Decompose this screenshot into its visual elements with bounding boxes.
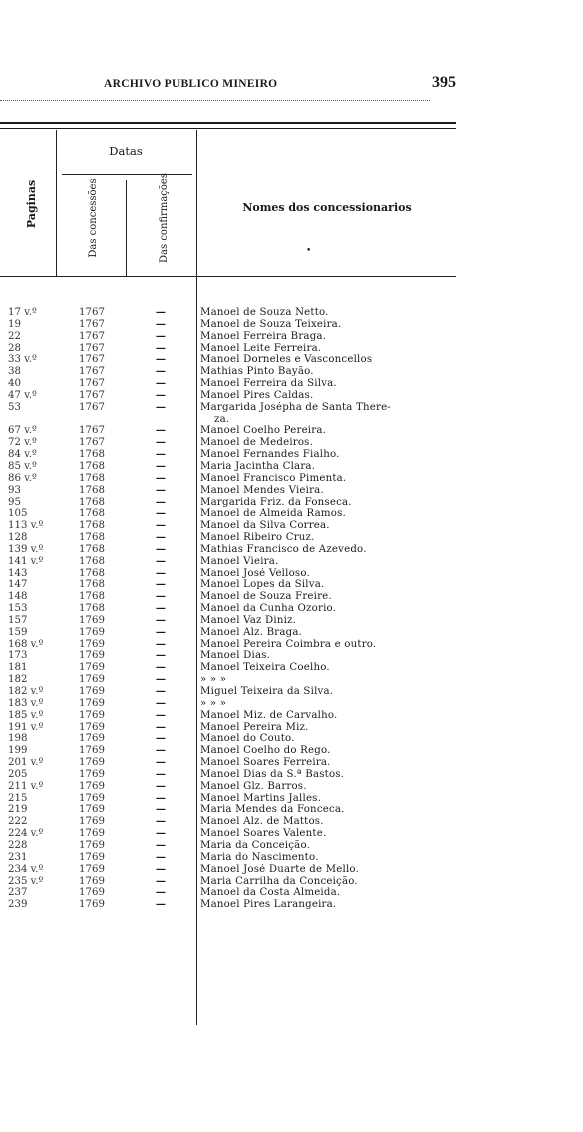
concessionary-name: za. xyxy=(214,413,230,425)
table-row xyxy=(0,852,583,864)
table-row xyxy=(0,603,583,615)
concession-date: 1769 xyxy=(79,851,105,863)
confirmation-date: — xyxy=(155,779,167,792)
table-row xyxy=(0,544,583,556)
page-reference: 199 xyxy=(8,745,28,757)
confirmation-date: — xyxy=(155,756,167,769)
page-reference: 148 xyxy=(8,591,28,603)
confirmation-date: — xyxy=(155,448,167,461)
concessionary-name: Manoel de Souza Netto. xyxy=(200,307,329,318)
table-row xyxy=(0,757,583,769)
confirmation-date: — xyxy=(155,377,167,390)
concessionary-name: Manoel Pires Larangeira. xyxy=(200,899,337,911)
concessionary-name: Manoel Glz. Barros. xyxy=(200,780,307,792)
nomes-heading-mark: • xyxy=(306,246,312,256)
table-row xyxy=(0,804,583,816)
concessionary-name: Margarida Friz. da Fonseca. xyxy=(200,496,352,508)
table-row xyxy=(0,828,583,840)
concessionary-name: Manoel José Duarte de Mello. xyxy=(200,863,360,875)
concession-date: 1769 xyxy=(79,626,105,638)
table-row xyxy=(0,733,583,745)
concessionary-name: Manoel Leite Ferreira. xyxy=(200,342,322,354)
confirmation-date: — xyxy=(155,329,167,342)
page-reference: 239 xyxy=(8,899,28,911)
page-reference: 105 xyxy=(8,508,28,520)
confirmation-date: — xyxy=(155,649,167,662)
page-reference: 143 xyxy=(8,567,28,579)
table-row xyxy=(0,485,583,497)
concession-date: 1768 xyxy=(79,543,105,555)
concession-date: 1767 xyxy=(79,378,105,390)
confirmation-date: — xyxy=(155,803,167,816)
concessionary-name: Manoel Coelho do Rego. xyxy=(200,745,331,757)
concessionary-name: Manoel Vieira. xyxy=(200,555,279,567)
concession-date: 1767 xyxy=(79,389,105,401)
concession-date: 1768 xyxy=(79,579,105,591)
table-body xyxy=(0,307,583,911)
confirmation-date: — xyxy=(155,791,167,804)
page-reference: 113 v.º xyxy=(8,520,44,532)
page-reference: 17 v.º xyxy=(8,307,37,318)
table-row xyxy=(0,425,583,437)
page-reference: 191 v.º xyxy=(8,721,44,733)
concessionary-name: Manoel de Souza Freire. xyxy=(200,591,332,603)
concession-date: 1768 xyxy=(79,591,105,603)
concession-date: 1768 xyxy=(79,484,105,496)
table-row xyxy=(0,887,583,899)
confirmation-date: — xyxy=(155,637,167,650)
concession-date: 1767 xyxy=(79,307,105,318)
concession-date: 1769 xyxy=(79,638,105,650)
concession-date: 1769 xyxy=(79,792,105,804)
concessionary-name: Manoel Pereira Coimbra e outro. xyxy=(200,638,377,650)
confirmation-date: — xyxy=(155,685,167,697)
concessionary-name: » » » xyxy=(200,697,227,709)
confirmation-date: — xyxy=(155,471,167,484)
confirmation-date: — xyxy=(155,554,167,567)
table-row xyxy=(0,343,583,355)
table-row xyxy=(0,437,583,449)
page-reference: 40 xyxy=(8,378,21,390)
page-reference: 185 v.º xyxy=(8,709,44,721)
concession-date: 1767 xyxy=(79,401,105,413)
table-row xyxy=(0,556,583,568)
table-row xyxy=(0,650,583,662)
concessionary-name: Manoel Alz. Braga. xyxy=(200,626,303,638)
concessionary-name: Manoel Soares Ferreira. xyxy=(200,757,331,769)
table-row xyxy=(0,710,583,722)
concession-date: 1769 xyxy=(79,899,105,911)
table-row xyxy=(0,627,583,639)
concessionary-name: Maria Jacintha Clara. xyxy=(200,460,316,472)
table-row xyxy=(0,414,583,426)
concessionary-name: Manoel Lopes da Silva. xyxy=(200,579,325,591)
concessionary-name: Manoel Fernandes Fialho. xyxy=(200,449,340,461)
page-reference: 235 v.º xyxy=(8,875,44,887)
table-row xyxy=(0,840,583,852)
page-reference: 224 v.º xyxy=(8,828,44,840)
concession-date: 1767 xyxy=(79,342,105,354)
concessionary-name: Mathias Pinto Bayão. xyxy=(200,366,314,378)
page-reference: 228 xyxy=(8,839,28,851)
confirmation-date: — xyxy=(155,898,167,911)
concessionary-name: Manoel Martins Jalles. xyxy=(200,792,322,804)
table-row xyxy=(0,402,583,414)
concession-date: 1767 xyxy=(79,354,105,366)
page-reference: 33 v.º xyxy=(8,354,37,366)
page-reference: 181 xyxy=(8,662,28,674)
concessionary-name: Manoel de Almeida Ramos. xyxy=(200,508,346,520)
concessionary-name: Manoel Alz. de Mattos. xyxy=(200,816,324,828)
page-reference: 86 v.º xyxy=(8,472,37,484)
table-row xyxy=(0,816,583,828)
confirmation-date: — xyxy=(155,708,167,721)
concessionary-name: Manoel da Silva Correa. xyxy=(200,520,330,532)
concession-date: 1768 xyxy=(79,460,105,472)
confirmation-date: — xyxy=(155,566,167,579)
concession-date: 1769 xyxy=(79,887,105,899)
concessionary-name: Manoel de Medeiros. xyxy=(200,437,314,449)
table-row xyxy=(0,579,583,591)
confirmation-date: — xyxy=(155,625,167,638)
concessionary-name: Maria da Conceição. xyxy=(200,839,311,851)
concessionary-name: Manoel José Velloso. xyxy=(200,567,310,579)
table-row xyxy=(0,722,583,734)
concession-date: 1769 xyxy=(79,863,105,875)
page-reference: 93 xyxy=(8,484,21,496)
confirmation-date: — xyxy=(155,578,167,591)
page-reference: 182 xyxy=(8,674,28,686)
concession-date: 1768 xyxy=(79,496,105,508)
page-reference: 211 v.º xyxy=(8,780,44,792)
confirmation-date: — xyxy=(155,306,167,318)
concession-date: 1768 xyxy=(79,603,105,615)
table-row xyxy=(0,639,583,651)
table-row xyxy=(0,591,583,603)
table-row xyxy=(0,769,583,781)
confirmation-date: — xyxy=(155,602,167,615)
concessionary-name: Manoel Pires Caldas. xyxy=(200,389,314,401)
page-reference: 72 v.º xyxy=(8,437,37,449)
table-row xyxy=(0,899,583,911)
column-divider-datas xyxy=(126,180,127,276)
table-row xyxy=(0,390,583,402)
concessionary-name: Manoel Teixeira Coelho. xyxy=(200,662,330,674)
concessionary-name: Manoel Francisco Pimenta. xyxy=(200,472,347,484)
table-row xyxy=(0,745,583,757)
concessionary-name: Manoel Soares Valente. xyxy=(200,828,327,840)
page-reference: 182 v.º xyxy=(8,686,44,697)
table-row xyxy=(0,319,583,331)
concessionary-name: Manoel Dias. xyxy=(200,650,271,662)
confirmation-date: — xyxy=(155,436,167,449)
concession-date: 1768 xyxy=(79,532,105,544)
concession-date: 1769 xyxy=(79,745,105,757)
page-reference: 168 v.º xyxy=(8,638,44,650)
page-reference: 28 xyxy=(8,342,21,354)
confirmation-date: — xyxy=(155,661,167,674)
concession-date: 1769 xyxy=(79,804,105,816)
concession-date: 1769 xyxy=(79,875,105,887)
concession-date: 1768 xyxy=(79,449,105,461)
concessionary-name: Miguel Teixeira da Silva. xyxy=(200,686,334,697)
confirmation-date: — xyxy=(155,341,167,354)
confirmation-date: — xyxy=(155,862,167,875)
confirmation-date: — xyxy=(155,519,167,532)
table-top-rule xyxy=(0,122,456,129)
page-reference: 53 xyxy=(8,401,21,413)
concessionary-name: Manoel Ribeiro Cruz. xyxy=(200,532,315,544)
concession-date: 1769 xyxy=(79,697,105,709)
table-row xyxy=(0,864,583,876)
concessionary-name: Manoel Ferreira da Silva. xyxy=(200,378,337,390)
concessoes-heading: Das concessões xyxy=(88,178,99,258)
confirmation-date: — xyxy=(155,874,167,887)
concessionary-name: Manoel Dorneles e Vasconcellos xyxy=(200,354,373,366)
page-reference: 85 v.º xyxy=(8,460,37,472)
table-row xyxy=(0,461,583,473)
page-reference: 128 xyxy=(8,532,28,544)
page-reference: 201 v.º xyxy=(8,757,44,769)
concessionary-name: Manoel Dias da S.ª Bastos. xyxy=(200,768,345,780)
concessionary-name: Manoel Mendes Vieira. xyxy=(200,484,324,496)
confirmation-date: — xyxy=(155,720,167,733)
table-row xyxy=(0,568,583,580)
datas-underline xyxy=(62,174,192,175)
table-row xyxy=(0,686,583,698)
concessionary-name: Manoel Coelho Pereira. xyxy=(200,425,327,437)
confirmation-date: — xyxy=(155,353,167,366)
table-row xyxy=(0,520,583,532)
confirmation-date: — xyxy=(155,388,167,401)
concession-date: 1767 xyxy=(79,366,105,378)
confirmation-date: — xyxy=(155,815,167,828)
table-row xyxy=(0,473,583,485)
page-reference: 141 v.º xyxy=(8,555,44,567)
confirmation-date: — xyxy=(155,542,167,555)
concessionary-name: Manoel de Souza Teixeira. xyxy=(200,318,342,330)
confirmation-date: — xyxy=(155,673,167,686)
page-reference: 183 v.º xyxy=(8,697,44,709)
page-reference: 22 xyxy=(8,330,21,342)
confirmation-date: — xyxy=(155,827,167,840)
table-row xyxy=(0,876,583,888)
concession-date: 1769 xyxy=(79,709,105,721)
page-reference: 222 xyxy=(8,816,28,828)
page-number: 395 xyxy=(432,74,456,91)
concessionary-name: Maria do Nascimento. xyxy=(200,851,319,863)
page-reference: 84 v.º xyxy=(8,449,37,461)
concession-date: 1769 xyxy=(79,733,105,745)
header-rule xyxy=(0,100,430,101)
table-row xyxy=(0,662,583,674)
page-reference: 47 v.º xyxy=(8,389,37,401)
table-row xyxy=(0,366,583,378)
page-reference: 198 xyxy=(8,733,28,745)
concession-date: 1769 xyxy=(79,614,105,626)
confirmation-date: — xyxy=(155,850,167,863)
page-reference: 67 v.º xyxy=(8,425,37,437)
page-reference: 38 xyxy=(8,366,21,378)
page-reference: 95 xyxy=(8,496,21,508)
page-reference: 139 v.º xyxy=(8,543,44,555)
table-row xyxy=(0,698,583,710)
concessionary-name: Manoel Ferreira Braga. xyxy=(200,330,327,342)
confirmation-date: — xyxy=(155,767,167,780)
concessionary-name: Manoel Pereira Miz. xyxy=(200,721,309,733)
concessionary-name: Manoel da Costa Almeida. xyxy=(200,887,341,899)
page-reference: 173 xyxy=(8,650,28,662)
datas-heading: Datas xyxy=(109,144,143,158)
concession-date: 1768 xyxy=(79,508,105,520)
concessionary-name: Manoel Vaz Diniz. xyxy=(200,614,297,626)
header-bottom-rule xyxy=(0,276,456,277)
concession-date: 1769 xyxy=(79,674,105,686)
concession-date: 1767 xyxy=(79,437,105,449)
table-row xyxy=(0,331,583,343)
page-reference: 157 xyxy=(8,614,28,626)
paginas-heading: Paginas xyxy=(25,179,38,229)
table-row xyxy=(0,674,583,686)
table-row xyxy=(0,307,583,319)
confirmation-date: — xyxy=(155,400,167,413)
concession-date: 1769 xyxy=(79,686,105,697)
concession-date: 1769 xyxy=(79,839,105,851)
page-reference: 215 xyxy=(8,792,28,804)
concession-date: 1769 xyxy=(79,780,105,792)
confirmation-date: — xyxy=(155,317,167,330)
table-row xyxy=(0,497,583,509)
concessionary-name: » » » xyxy=(200,674,227,686)
confirmation-date: — xyxy=(155,590,167,603)
concessionary-name: Manoel Miz. de Carvalho. xyxy=(200,709,338,721)
nomes-heading: Nomes dos concessionarios xyxy=(242,201,412,214)
confirmation-date: — xyxy=(155,365,167,378)
concessionary-name: Manoel da Cunha Ozorio. xyxy=(200,603,337,615)
table-row xyxy=(0,615,583,627)
concessionary-name: Maria Mendes da Fonceca. xyxy=(200,804,345,816)
table-row xyxy=(0,508,583,520)
running-header-title: ARCHIVO PUBLICO MINEIRO xyxy=(104,78,278,90)
concessionary-name: Margarida Josépha de Santa There- xyxy=(200,401,391,413)
confirmacoes-heading: Das confirmações xyxy=(159,173,170,263)
concession-date: 1769 xyxy=(79,816,105,828)
confirmation-date: — xyxy=(155,838,167,851)
confirmation-date: — xyxy=(155,424,167,437)
concession-date: 1768 xyxy=(79,472,105,484)
table-row xyxy=(0,532,583,544)
concession-date: 1768 xyxy=(79,567,105,579)
confirmation-date: — xyxy=(155,886,167,899)
concession-date: 1768 xyxy=(79,520,105,532)
confirmation-date: — xyxy=(155,613,167,626)
concession-date: 1769 xyxy=(79,828,105,840)
table-row xyxy=(0,781,583,793)
page-reference: 147 xyxy=(8,579,28,591)
page-reference: 231 xyxy=(8,851,28,863)
concessionary-name: Mathias Francisco de Azevedo. xyxy=(200,543,367,555)
concession-date: 1767 xyxy=(79,330,105,342)
confirmation-date: — xyxy=(155,459,167,472)
confirmation-date: — xyxy=(155,732,167,745)
concession-date: 1767 xyxy=(79,318,105,330)
confirmation-date: — xyxy=(155,495,167,508)
concession-date: 1769 xyxy=(79,757,105,769)
page-reference: 153 xyxy=(8,603,28,615)
confirmation-date: — xyxy=(155,483,167,496)
concessionary-name: Manoel do Couto. xyxy=(200,733,295,745)
concession-date: 1769 xyxy=(79,662,105,674)
concessionary-name: Maria Carrilha da Conceição. xyxy=(200,875,358,887)
confirmation-date: — xyxy=(155,531,167,544)
concession-date: 1768 xyxy=(79,555,105,567)
confirmation-date: — xyxy=(155,696,167,709)
concession-date: 1769 xyxy=(79,768,105,780)
concession-date: 1769 xyxy=(79,721,105,733)
table-row xyxy=(0,449,583,461)
confirmation-date: — xyxy=(155,507,167,520)
page-reference: 159 xyxy=(8,626,28,638)
table-row xyxy=(0,378,583,390)
confirmation-date: — xyxy=(155,744,167,757)
page-reference: 219 xyxy=(8,804,28,816)
page-reference: 19 xyxy=(8,318,21,330)
page-reference: 234 v.º xyxy=(8,863,44,875)
table-row xyxy=(0,354,583,366)
page-reference: 205 xyxy=(8,768,28,780)
concession-date: 1769 xyxy=(79,650,105,662)
concession-date: 1767 xyxy=(79,425,105,437)
table-row xyxy=(0,793,583,805)
page-reference: 237 xyxy=(8,887,28,899)
